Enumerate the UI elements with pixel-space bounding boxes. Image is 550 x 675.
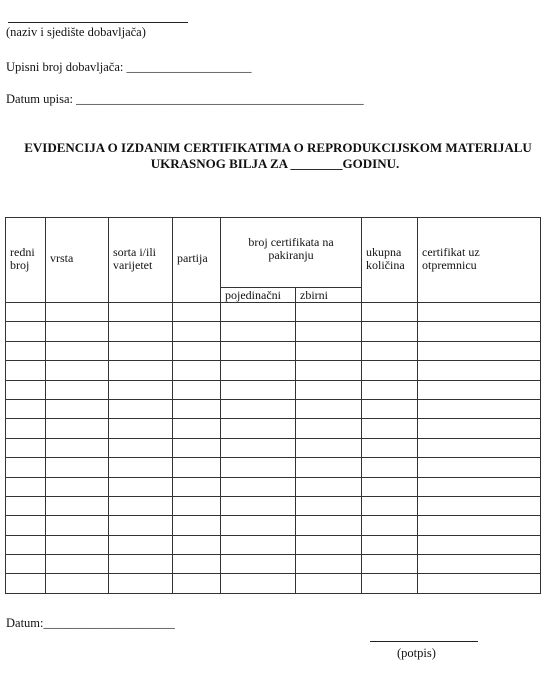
table-cell[interactable] xyxy=(6,419,46,438)
table-cell[interactable] xyxy=(296,496,362,515)
table-body xyxy=(6,303,541,594)
table-cell[interactable] xyxy=(221,419,296,438)
col-header-broj-certifikata: broj certifikata na pakiranju xyxy=(221,218,362,288)
col-header-partija: partija xyxy=(173,218,221,303)
table-cell[interactable] xyxy=(109,535,173,554)
table-cell[interactable] xyxy=(221,535,296,554)
table-cell[interactable] xyxy=(362,341,418,360)
table-cell[interactable] xyxy=(362,516,418,535)
col-header-zbirni: zbirni xyxy=(296,287,362,302)
table-cell[interactable] xyxy=(362,496,418,515)
table-cell[interactable] xyxy=(173,574,221,593)
title-line-1: EVIDENCIJA O IZDANIM CERTIFIKATIMA O REPRODUKCIJSKOM MATERIJALU xyxy=(24,140,532,155)
table-cell[interactable] xyxy=(6,516,46,535)
table-cell[interactable] xyxy=(6,341,46,360)
table-cell[interactable] xyxy=(173,555,221,574)
table-cell[interactable] xyxy=(46,574,109,593)
table-cell[interactable] xyxy=(362,399,418,418)
table-row xyxy=(6,438,541,457)
table-cell[interactable] xyxy=(418,477,541,496)
table-cell[interactable] xyxy=(46,341,109,360)
table-cell[interactable] xyxy=(46,555,109,574)
table-cell[interactable] xyxy=(296,535,362,554)
table-cell[interactable] xyxy=(6,477,46,496)
table-cell[interactable] xyxy=(362,303,418,322)
table-cell[interactable] xyxy=(6,574,46,593)
footer-date-label: Datum: xyxy=(6,616,44,630)
table-cell[interactable] xyxy=(46,380,109,399)
table-row xyxy=(6,303,541,322)
table-row xyxy=(6,574,541,593)
table-cell[interactable] xyxy=(46,438,109,457)
table-cell[interactable] xyxy=(418,574,541,593)
supplier-name-line xyxy=(8,22,188,23)
table-cell[interactable] xyxy=(221,399,296,418)
table-cell[interactable] xyxy=(362,535,418,554)
table-cell[interactable] xyxy=(418,496,541,515)
table-cell[interactable] xyxy=(296,303,362,322)
col-header-vrsta: vrsta xyxy=(46,218,109,303)
col-header-redni-broj: redni broj xyxy=(6,218,46,303)
table-cell[interactable] xyxy=(173,496,221,515)
table-row xyxy=(6,322,541,341)
table-cell[interactable] xyxy=(221,438,296,457)
supplier-caption: (naziv i sjedište dobavljača) xyxy=(6,25,146,39)
table-cell[interactable] xyxy=(296,574,362,593)
table-cell[interactable] xyxy=(296,341,362,360)
col-header-pojedinacni: pojedinačni xyxy=(221,287,296,302)
signature-line xyxy=(370,641,478,642)
table-cell[interactable] xyxy=(362,458,418,477)
table-cell[interactable] xyxy=(173,458,221,477)
table-cell[interactable] xyxy=(173,419,221,438)
table-cell[interactable] xyxy=(221,322,296,341)
table-cell[interactable] xyxy=(362,438,418,457)
table-cell[interactable] xyxy=(109,341,173,360)
table-row xyxy=(6,477,541,496)
table-cell[interactable] xyxy=(296,555,362,574)
table-cell[interactable] xyxy=(6,361,46,380)
signature-caption: (potpis) xyxy=(397,646,436,660)
col-header-ukupna-kolicina: ukupna količina xyxy=(362,218,418,303)
table-cell[interactable] xyxy=(221,516,296,535)
footer-date-blank: _____________________ xyxy=(43,616,175,630)
table-cell[interactable] xyxy=(46,303,109,322)
table-cell[interactable] xyxy=(221,361,296,380)
table-cell[interactable] xyxy=(46,361,109,380)
table-cell[interactable] xyxy=(418,555,541,574)
table-cell[interactable] xyxy=(221,380,296,399)
table-cell[interactable] xyxy=(46,399,109,418)
table-cell[interactable] xyxy=(109,555,173,574)
table-cell[interactable] xyxy=(296,361,362,380)
table-cell[interactable] xyxy=(109,574,173,593)
table-cell[interactable] xyxy=(362,477,418,496)
table-cell[interactable] xyxy=(46,516,109,535)
table-cell[interactable] xyxy=(418,516,541,535)
table-row xyxy=(6,419,541,438)
certificate-register-table xyxy=(5,217,541,594)
table-cell[interactable] xyxy=(173,361,221,380)
table-cell[interactable] xyxy=(418,361,541,380)
table-cell[interactable] xyxy=(362,380,418,399)
table-cell[interactable] xyxy=(221,574,296,593)
table-cell[interactable] xyxy=(173,535,221,554)
table-cell[interactable] xyxy=(418,399,541,418)
col-header-sorta: sorta i/ili varijetet xyxy=(109,218,173,303)
table-cell[interactable] xyxy=(362,555,418,574)
table-cell[interactable] xyxy=(6,535,46,554)
registration-field[interactable] xyxy=(6,60,251,75)
registration-date-field[interactable] xyxy=(6,92,364,107)
registration-date-label: Datum upisa: xyxy=(6,92,74,106)
table-cell[interactable] xyxy=(173,303,221,322)
table-cell[interactable] xyxy=(221,555,296,574)
table-cell[interactable] xyxy=(221,341,296,360)
table-cell[interactable] xyxy=(418,419,541,438)
table-row xyxy=(6,555,541,574)
table-cell[interactable] xyxy=(6,322,46,341)
table-cell[interactable] xyxy=(362,574,418,593)
table-cell[interactable] xyxy=(6,438,46,457)
table-cell[interactable] xyxy=(296,419,362,438)
table-cell[interactable] xyxy=(221,458,296,477)
table-cell[interactable] xyxy=(46,419,109,438)
col-header-certifikat-otpremnica: certifikat uz otpremnicu xyxy=(418,218,541,303)
table-cell[interactable] xyxy=(296,399,362,418)
table-cell[interactable] xyxy=(221,496,296,515)
table-cell[interactable] xyxy=(46,535,109,554)
table-cell[interactable] xyxy=(6,399,46,418)
table-cell[interactable] xyxy=(6,458,46,477)
table-cell[interactable] xyxy=(46,322,109,341)
document-title xyxy=(0,140,550,172)
table-cell[interactable] xyxy=(173,380,221,399)
table-cell[interactable] xyxy=(6,555,46,574)
table-row xyxy=(6,399,541,418)
table-cell[interactable] xyxy=(173,322,221,341)
table-cell[interactable] xyxy=(109,419,173,438)
table-cell[interactable] xyxy=(109,516,173,535)
table-cell[interactable] xyxy=(46,496,109,515)
table-row xyxy=(6,496,541,515)
table-cell[interactable] xyxy=(173,399,221,418)
table-row xyxy=(6,516,541,535)
table-cell[interactable] xyxy=(109,399,173,418)
registration-label: Upisni broj dobavljača: xyxy=(6,60,124,74)
table-cell[interactable] xyxy=(296,380,362,399)
table-cell[interactable] xyxy=(109,477,173,496)
table-cell[interactable] xyxy=(418,380,541,399)
table-cell[interactable] xyxy=(6,380,46,399)
table-cell[interactable] xyxy=(173,516,221,535)
table-cell[interactable] xyxy=(46,477,109,496)
table-cell[interactable] xyxy=(296,458,362,477)
table-cell[interactable] xyxy=(173,477,221,496)
table-cell[interactable] xyxy=(109,361,173,380)
table-cell[interactable] xyxy=(109,496,173,515)
table-cell[interactable] xyxy=(362,419,418,438)
table-row xyxy=(6,361,541,380)
table-cell[interactable] xyxy=(109,438,173,457)
table-cell[interactable] xyxy=(6,303,46,322)
table-cell[interactable] xyxy=(418,341,541,360)
table-cell[interactable] xyxy=(418,322,541,341)
table-cell[interactable] xyxy=(109,303,173,322)
registration-blank: ____________________ xyxy=(126,60,252,74)
title-line-2: UKRASNOG BILJA ZA ________GODINU. xyxy=(150,156,400,171)
table-cell[interactable] xyxy=(296,322,362,341)
table-row xyxy=(6,380,541,399)
table-cell[interactable] xyxy=(418,303,541,322)
table-cell[interactable] xyxy=(418,458,541,477)
table-cell[interactable] xyxy=(6,496,46,515)
table-cell[interactable] xyxy=(296,438,362,457)
table-cell[interactable] xyxy=(109,380,173,399)
table-cell[interactable] xyxy=(362,361,418,380)
table-cell[interactable] xyxy=(46,458,109,477)
table-row xyxy=(6,341,541,360)
table-cell[interactable] xyxy=(109,322,173,341)
table-row xyxy=(6,458,541,477)
table-cell[interactable] xyxy=(418,438,541,457)
registration-date-blank: ______________________________________________ xyxy=(76,92,364,106)
table-cell[interactable] xyxy=(173,438,221,457)
table-cell[interactable] xyxy=(221,477,296,496)
table-cell[interactable] xyxy=(173,341,221,360)
table-cell[interactable] xyxy=(221,303,296,322)
table-cell[interactable] xyxy=(362,322,418,341)
table-cell[interactable] xyxy=(296,516,362,535)
table-cell[interactable] xyxy=(296,477,362,496)
table-cell[interactable] xyxy=(109,458,173,477)
table-row xyxy=(6,535,541,554)
footer-date-field[interactable] xyxy=(6,616,175,631)
table-cell[interactable] xyxy=(418,535,541,554)
